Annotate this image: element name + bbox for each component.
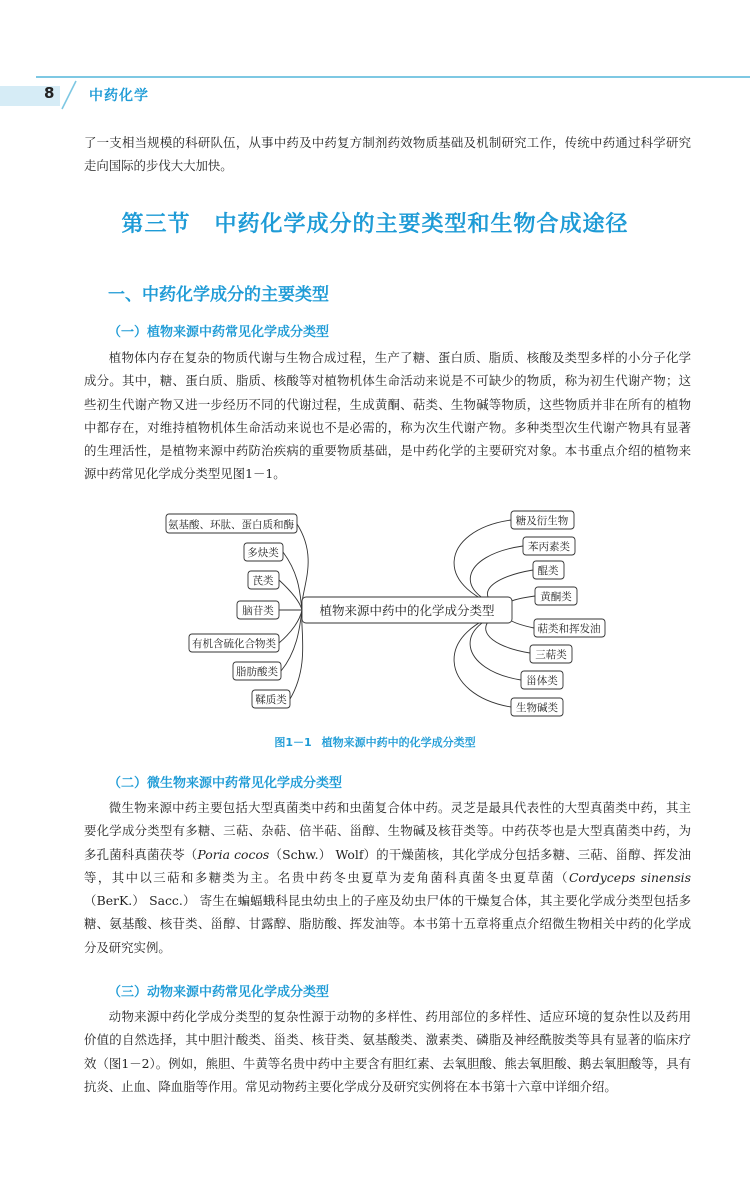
left-node-stilbenes: 芪类 — [252, 575, 274, 587]
left-node-cerebrosides: 脑苷类 — [242, 605, 274, 617]
branch-line — [279, 610, 302, 643]
section-number: 第三节 — [121, 212, 191, 237]
figure-caption-number: 图1－1 — [274, 736, 312, 749]
part-2-heading: （二）微生物来源中药常见化学成分类型 — [108, 776, 343, 791]
left-node-tannins: 鞣质类 — [255, 694, 287, 706]
left-node-polyacetylenes: 多炔类 — [247, 547, 279, 559]
latin-name-cordyceps: Cordyceps sinensis — [568, 869, 692, 885]
right-node-alkaloids: 生物碱类 — [516, 702, 558, 714]
figure-caption-text: 植物来源中药中的化学成分类型 — [321, 736, 476, 749]
part-3-paragraph: 动物来源中药化学成分类型的复杂性源于动物的多样性、药用部位的多样性、适应环境的复杂性以及药用价值的自然选择，其中胆汁酸类、甾类、核苷类、氨基酸类、激素类、磷脂及神经酰胺类等具有显著的临床疗效（图1－2）。例如，熊胆、牛黄等名贵中药中主要含有胆红素、去氧胆酸、熊去氧胆酸、鹅去氧胆酸等，具有抗炎、止血、降血脂等作用。常见动物药主要化学成分及研究实例将在本书第十六章中详细介绍。 — [84, 1009, 691, 1094]
branch-line — [283, 552, 302, 610]
figure-caption — [0, 734, 750, 750]
left-node-fatty-acids: 脂肪酸类 — [236, 666, 278, 678]
page-number: 8 — [44, 84, 55, 102]
right-node-steroids: 甾体类 — [526, 675, 558, 687]
part-3-heading: （三）动物来源中药常见化学成分类型 — [108, 985, 330, 1000]
right-node-quinones: 醌类 — [537, 565, 559, 577]
left-node-sulfur-compounds: 有机含硫化合物类 — [192, 638, 276, 650]
book-title: 中药化学 — [89, 88, 149, 104]
right-node-triterpenes: 三萜类 — [535, 649, 567, 661]
part-2-text-3: （BerK.） Sacc.） 寄生在蝙蝠蛾科昆虫幼虫上的子座及幼虫尸体的干燥复合体，其主要化学成分类型包括多糖、氨基酸、核苷类、甾醇、甘露醇、脂肪酸、挥发油等。本书第十五章将重点介绍微生物相关中药的化学成分及研究实例。 — [84, 893, 691, 955]
section-heading — [0, 207, 750, 238]
center-node: 植物来源中药中的化学成分类型 — [319, 603, 495, 618]
header-rule — [36, 76, 750, 78]
intro-paragraph: 了一支相当规模的科研队伍，从事中药及中药复方制剂药效物质基础及机制研究工作，传统中药通过科学研究走向国际的步伐大大加快。 — [84, 135, 691, 174]
classification-diagram — [0, 500, 750, 730]
part-2-text-1: 微生物来源中药主要包括大型真菌类中药和虫菌复合体中药。灵芝是最具代表性的大型真菌类中药，其主要化学成分类型有多糖、三萜、杂萜、倍半萜、甾醇、生物碱及核苷类等。中药茯苓也是大型真菌类中药，为多孔菌科真菌茯苓（ — [84, 800, 691, 862]
header-slash-decoration — [52, 79, 82, 111]
page-header — [0, 0, 750, 120]
right-node-sugars: 糖及衍生物 — [515, 515, 569, 527]
right-node-phenylpropanoids: 苯丙素类 — [528, 541, 570, 553]
section-title: 中药化学成分的主要类型和生物合成途径 — [214, 212, 629, 237]
part-2-text-2: （Schw.） Wolf）的干燥菌核，其化学成分包括多糖、三萜、甾醇、挥发油等，其中以三萜和多糖类为主。名贵中药冬虫夏草为麦角菌科真菌冬虫夏草菌（ — [84, 846, 692, 885]
right-node-terpenes-oils: 萜类和挥发油 — [537, 623, 601, 635]
branch-line — [454, 520, 512, 610]
part-1-heading: （一）植物来源中药常见化学成分类型 — [108, 325, 330, 340]
latin-name-poria: Poria cocos — [197, 846, 270, 862]
part-1-paragraph: 植物体内存在复杂的物质代谢与生物合成过程，生产了糖、蛋白质、脂质、核酸及类型多样的小分子化学成分。其中，糖、蛋白质、脂质、核酸等对植物机体生命活动来说是不可缺少的物质，称为初生代谢产物；这些初生代谢产物又进一步经历不同的代谢过程，生成黄酮、萜类、生物碱等物质，这些物质并非在所有的植物中都存在，对维持植物机体生命活动来说也不是必需的，称为次生代谢产物。多种类型次生代谢产物具有显著的生理活性，是植物来源中药防治疾病的重要物质基础，是中药化学的主要研究对象。本书重点介绍的植物来源中药常见化学成分类型见图1－1。 — [84, 350, 691, 482]
left-node-amino-acids: 氨基酸、环肽、蛋白质和酶 — [168, 519, 294, 531]
subsection-heading: 一、中药化学成分的主要类型 — [108, 285, 329, 305]
right-node-flavonoids: 黄酮类 — [540, 591, 572, 603]
part-2-paragraph — [84, 796, 691, 959]
branch-line — [454, 610, 512, 707]
